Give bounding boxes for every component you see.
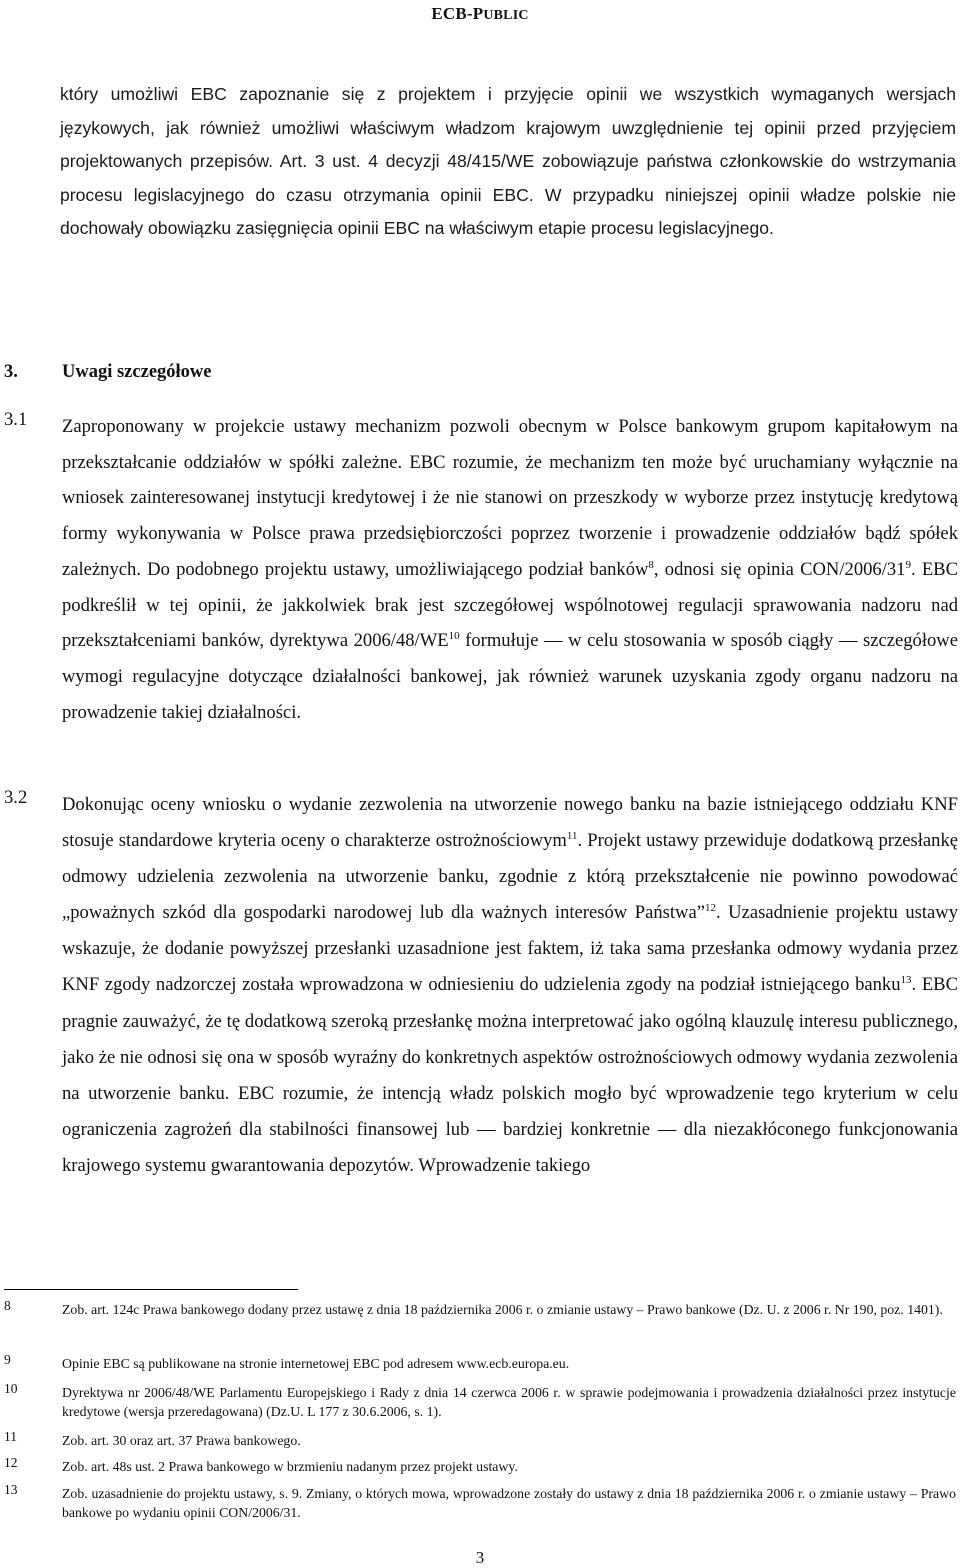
paragraph-text: . Projekt ustawy przewiduje dodatkową przesłankę odmowy udzielenia zezwolenia na utworzenie banku, zgodnie z którą przekształcenie nie powinno powodować „poważnych szkód dla gospodarki narodowej lub dla ważnych interesów Państwa” — [62, 830, 958, 924]
footnote-separator — [4, 1289, 298, 1290]
footnote-text: Zob. art. 124c Prawa bankowego dodany przez ustawę z dnia 18 października 2006 r. o zmianie ustawy – Prawo bankowe (Dz. U. z 2006 r. Nr 190, poz. 1401). — [62, 1302, 943, 1317]
footnote-ref-10[interactable]: 10 — [448, 630, 460, 643]
footnote-text: Dyrektywa nr 2006/48/WE Parlamentu Europejskiego i Rady z dnia 14 czerwca 2006 r. w sprawie podejmowania i prowadzenia działalności przez instytucje kredytowe (wersja przeredagowana) (Dz.U. L 177 z 30.6.2006, s. 1). — [62, 1385, 956, 1419]
footnote-number: 9 — [4, 1352, 11, 1367]
section-heading — [4, 362, 212, 383]
footnote-number: 8 — [4, 1298, 11, 1313]
paragraph-text: Dokonując oceny wniosku o wydanie zezwolenia na utworzenie nowego banku na bazie istniejącego oddziału KNF stosuje standardowe kryteria oceny o charakterze ostrożnościowym — [62, 794, 958, 852]
header-label-first: ECB-P — [431, 4, 484, 23]
paragraph-number: 3.2 — [4, 787, 28, 808]
footnote-text: Opinie EBC są publikowane na stronie internetowej EBC pod adresem www.ecb.europa.eu. — [62, 1356, 570, 1371]
footnote-text: Zob. art. 48s ust. 2 Prawa bankowego w brzmieniu nadanym przez projekt ustawy. — [62, 1459, 518, 1474]
paragraph-text: . EBC pragnie zauważyć, że tę dodatkową szeroką przesłankę można interpretować jako ogólną klauzulę interesu publicznego, jako że nie odnosi się ona w sposób wyraźny do konkretnych aspektów ostrożnościowych odmowy wydania zezwolenia na utworzenie banku. EBC rozumie, że intencją władz polskich mogło być wprowadzenie tego kryterium w celu ograniczenia zagrożeń dla stabilności finansowej lub — bardziej konkretnie — dla niezakłóconego funkcjonowania krajowego systemu gwarantowania depozytów. Wprowadzenie takiego — [62, 974, 958, 1176]
footnote-text: Zob. uzasadnienie do projektu ustawy, s. 9. Zmiany, o których mowa, wprowadzone zostały do ustawy z dnia 18 października 2006 r. o zmianie ustawy – Prawo bankowe po wydaniu opinii CON/2006/31. — [62, 1486, 956, 1520]
document-classification-header — [0, 4, 960, 24]
paragraph-body — [62, 787, 958, 1184]
header-label-rest: UBLIC — [483, 8, 529, 23]
paragraph-body — [62, 409, 958, 730]
intro-paragraph: który umożliwi EBC zapoznanie się z projektem i przyjęcie opinii we wszystkich wymaganych wersjach językowych, jak również umożliwi właściwym władzom krajowym uwzględnienie tej opinii przed przyjęciem projektowanych przepisów. Art. 3 ust. 4 decyzji 48/415/WE zobowiązuje państwa członkowskie do wstrzymania procesu legislacyjnego do czasu otrzymania opinii EBC. W przypadku niniejszej opinii władze polskie nie dochowały obowiązku zasięgnięcia opinii EBC na właściwym etapie procesu legislacyjnego. — [60, 84, 956, 238]
footnote-ref-9[interactable]: 9 — [905, 558, 911, 571]
paragraph-number: 3.1 — [4, 409, 28, 430]
paragraph-text: . Uzasadnienie projektu ustawy wskazuje, że dodanie powyższej przesłanki uzasadnione jest faktem, iż taka sama przesłanka odmowy wydania przez KNF zgody nadzorczej została wprowadzona w odniesieniu do udzielenia zgody na podział istniejącego banku — [62, 902, 958, 996]
section-title: Uwagi szczegółowe — [62, 362, 212, 382]
paragraph-text: formułuje — w celu stosowania w sposób ciągły — szczegółowe wymogi regulacyjne dotyczące działalności bankowej, jak również warunek uzyskania zgody organu nadzoru na prowadzenie takiej działalności. — [62, 630, 958, 723]
footnote-text: Zob. art. 30 oraz art. 37 Prawa bankowego. — [62, 1433, 301, 1448]
paragraph-text: . EBC podkreślił w tej opinii, że jakkolwiek brak jest szczegółowej wspólnotowej regulacji sprawowania nadzoru nad przekształceniami banków, dyrektywa 2006/48/WE — [62, 558, 958, 652]
paragraph-text: , odnosi się opinia CON/2006/31 — [653, 558, 906, 580]
footnote-ref-8[interactable]: 8 — [648, 558, 654, 571]
footnote-ref-11[interactable]: 11 — [566, 829, 578, 842]
footnote-ref-12[interactable]: 12 — [704, 902, 716, 915]
section-number: 3. — [4, 362, 18, 382]
footnote-number: 10 — [4, 1381, 18, 1396]
footnote-number: 11 — [4, 1429, 17, 1444]
footnote-number: 13 — [4, 1482, 18, 1497]
paragraph-text: Zaproponowany w projekcie ustawy mechanizm pozwoli obecnym w Polsce bankowym grupom kapitałowym na przekształcanie oddziałów w spółki zależne. EBC rozumie, że mechanizm ten może być uruchamiany wyłącznie na wniosek zainteresowanej instytucji kredytowej i że nie stanowi on przeszkody w wyborze przez instytucję kredytową formy wykonywania w Polsce prawa przedsiębiorczości poprzez tworzenie i prowadzenie oddziałów bądź spółek zależnych. Do podobnego projektu ustawy, umożliwiającego podział banków — [62, 416, 958, 580]
footnote-ref-13[interactable]: 13 — [900, 974, 912, 987]
page-number: 3 — [475, 1548, 485, 1567]
footnote-number: 12 — [4, 1455, 18, 1470]
